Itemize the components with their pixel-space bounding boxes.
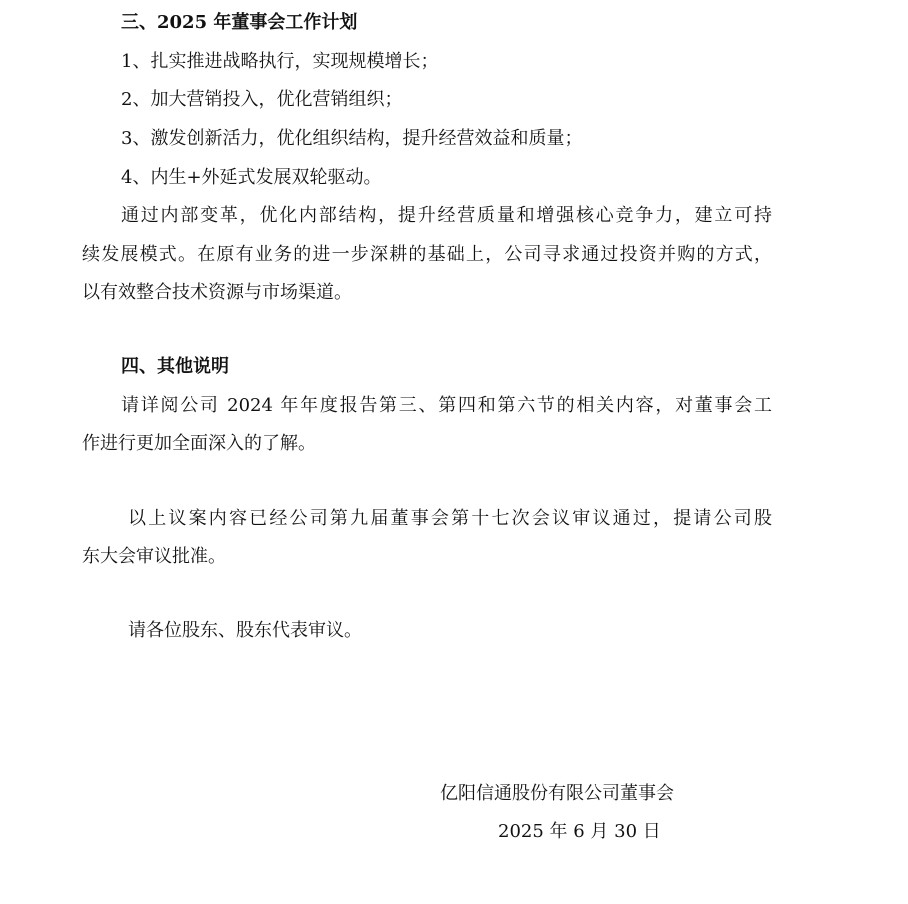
review-request: 请各位股东、股东代表审议。 (128, 620, 362, 641)
section-4-paragraph-line-1: 请详阅公司 2024 年年度报告第三、第四和第六节的相关内容，对董事会工 (121, 395, 772, 416)
section-3-heading: 三、2025 年董事会工作计划 (121, 12, 358, 33)
section-4-paragraph-line-2: 作进行更加全面深入的了解。 (82, 433, 316, 454)
section-3-paragraph-line-2: 续发展模式。在原有业务的进一步深耕的基础上，公司寻求通过投资并购的方式， (82, 244, 772, 265)
approval-line-2: 东大会审议批准。 (82, 546, 226, 567)
plan-item-4: 4、内生+外延式发展双轮驱动。 (121, 167, 382, 188)
approval-line-1: 以上议案内容已经公司第九届董事会第十七次会议审议通过，提请公司股 (128, 508, 772, 529)
plan-item-2: 2、加大营销投入，优化营销组织； (121, 89, 403, 110)
plan-item-1: 1、扎实推进战略执行，实现规模增长； (121, 51, 439, 72)
section-3-paragraph-line-1: 通过内部变革，优化内部结构，提升经营质量和增强核心竞争力，建立可持 (121, 205, 772, 226)
plan-item-3: 3、激发创新活力，优化组织结构，提升经营效益和质量； (121, 128, 583, 149)
signature-company: 亿阳信通股份有限公司董事会 (440, 783, 674, 804)
section-4-heading: 四、其他说明 (121, 356, 229, 377)
section-3-paragraph-line-3: 以有效整合技术资源与市场渠道。 (82, 282, 352, 303)
signature-date: 2025 年 6 月 30 日 (498, 821, 661, 842)
